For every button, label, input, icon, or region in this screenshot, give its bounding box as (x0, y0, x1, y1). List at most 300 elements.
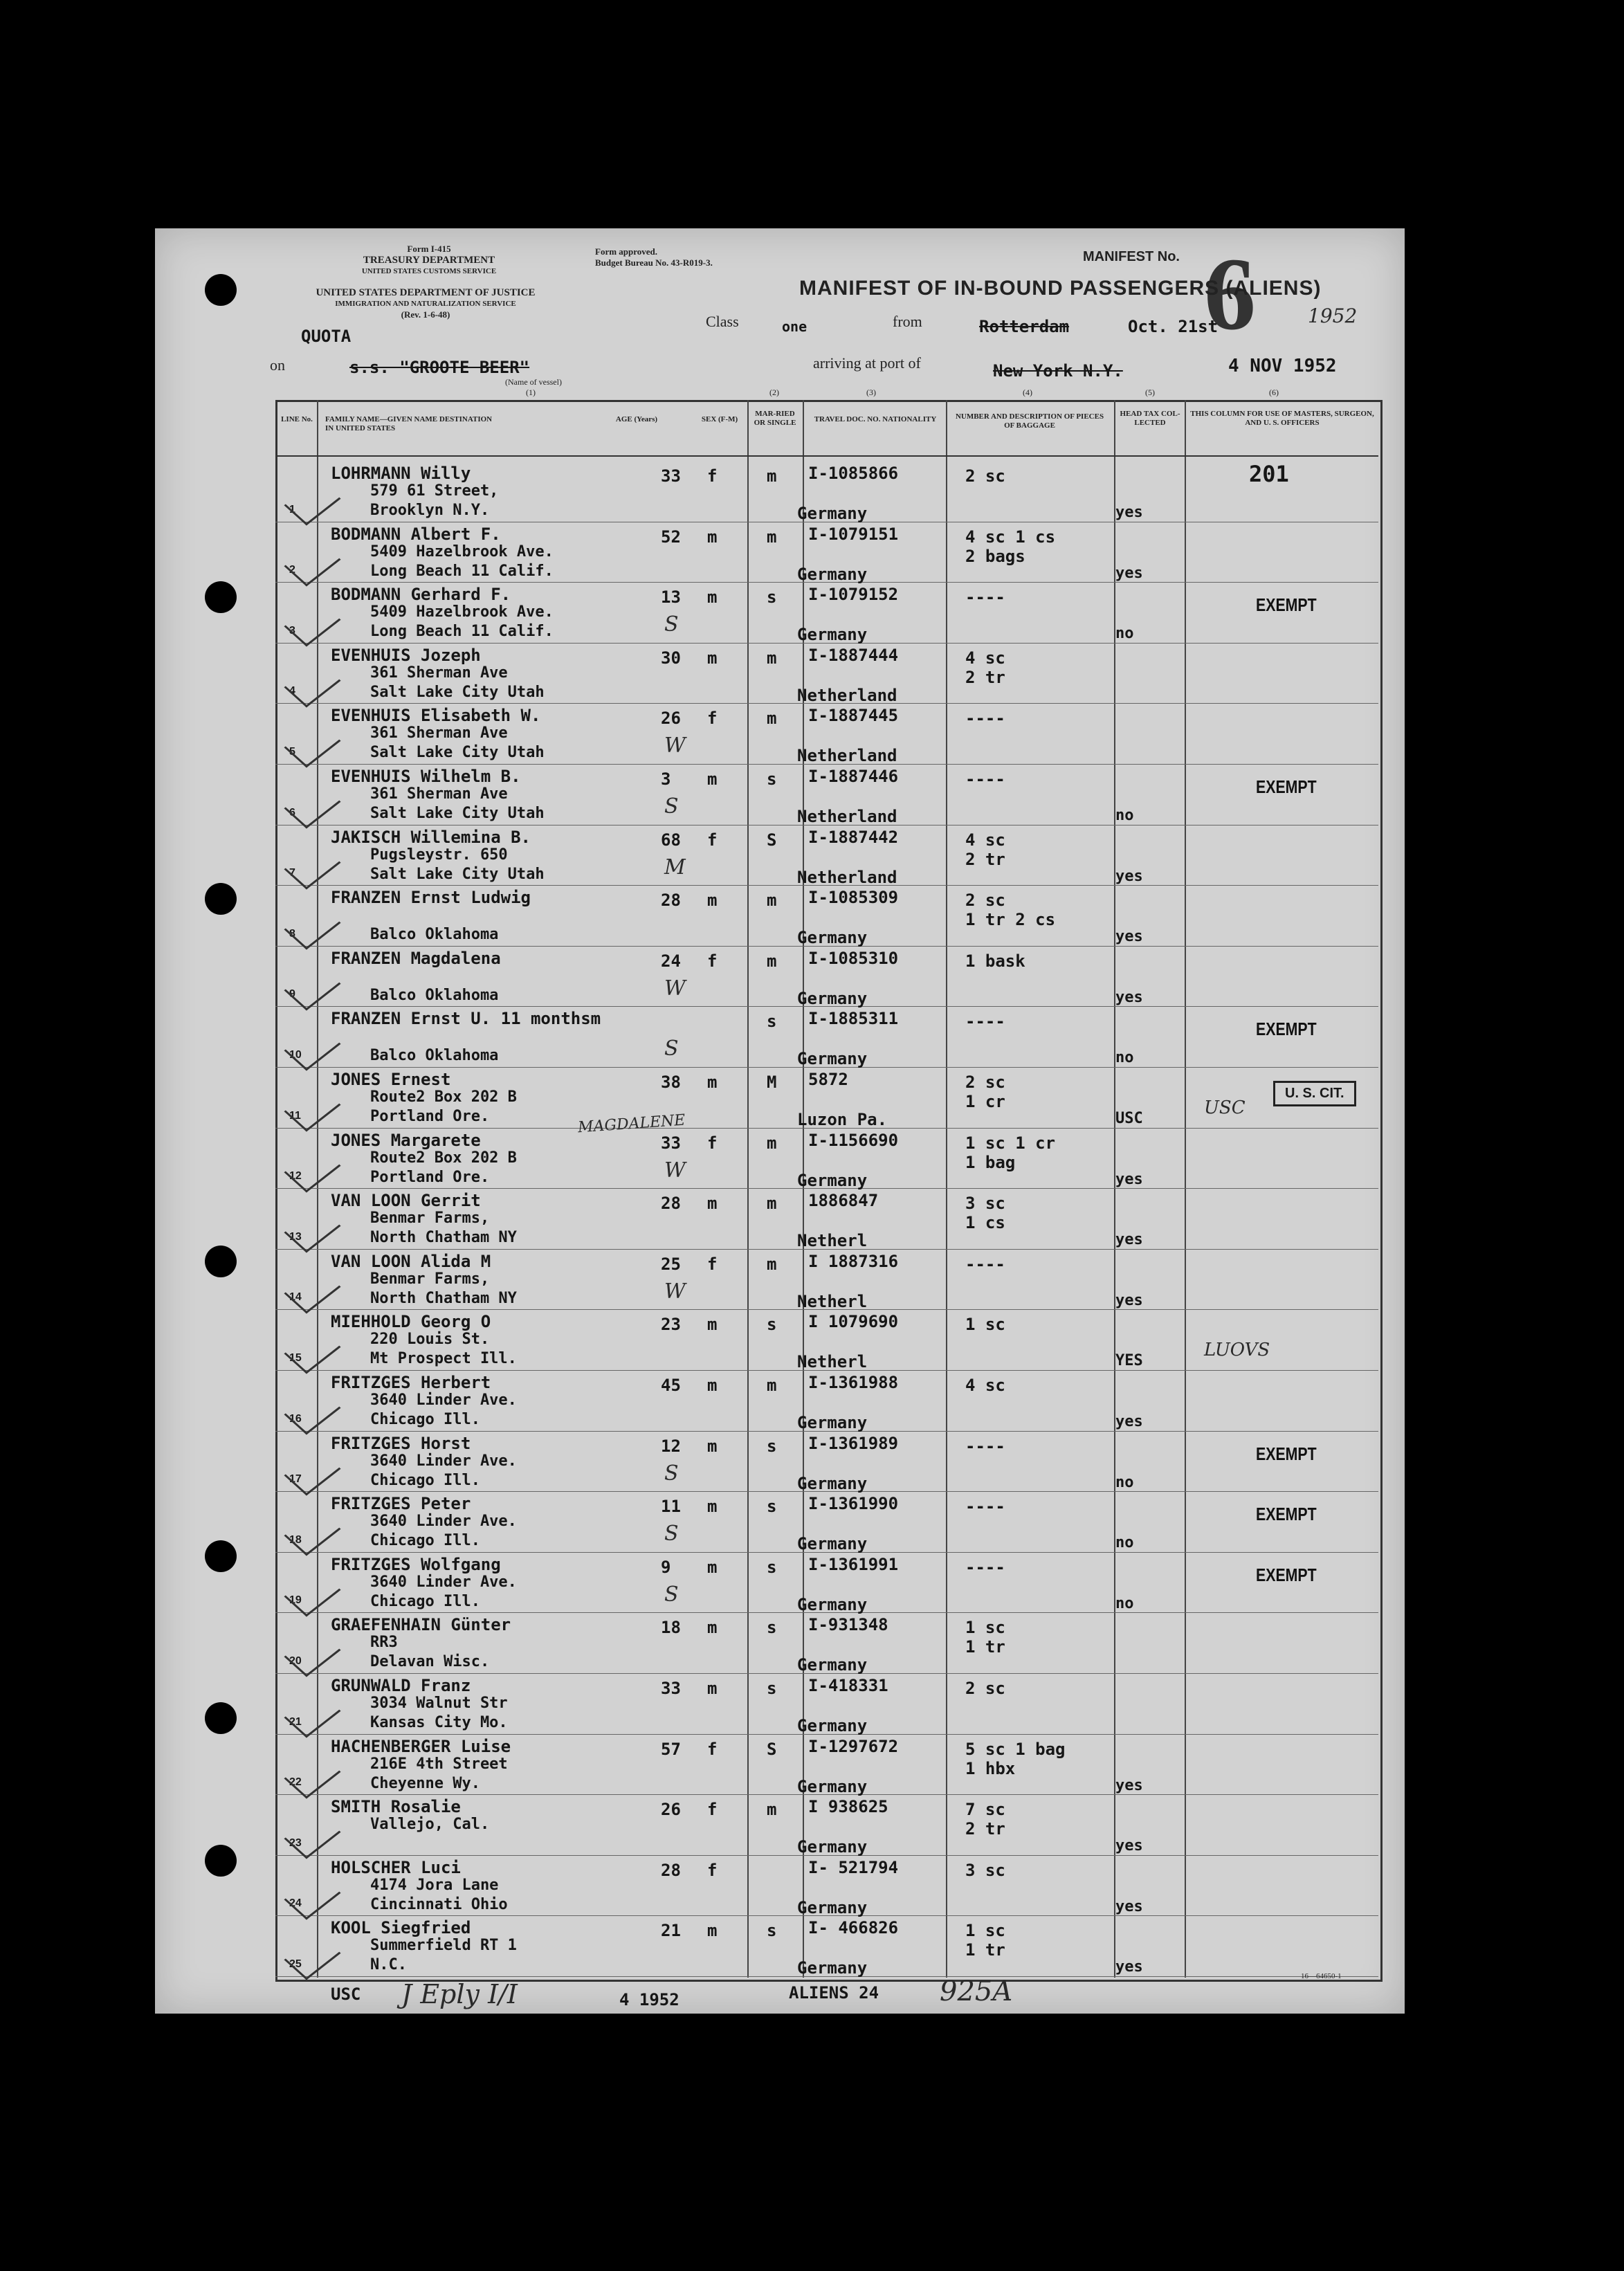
head-tax: yes (1115, 1897, 1143, 1915)
destination-line-2: North Chatham NY (370, 1229, 517, 1247)
line-number: 8 (289, 927, 295, 940)
travel-doc-number: 1886847 (808, 1191, 879, 1211)
travel-doc-number: I-1079151 (808, 524, 899, 544)
destination-line-2: Long Beach 11 Calif. (370, 562, 554, 580)
line-number: 20 (289, 1655, 302, 1667)
travel-doc-number: 5872 (808, 1070, 848, 1089)
travel-doc-number: I-1887446 (808, 767, 899, 786)
marital-status: m (767, 648, 777, 668)
marital-status: m (767, 891, 777, 911)
age: 45 (661, 1376, 681, 1395)
head-tax: no (1115, 1534, 1134, 1552)
sex: f (707, 830, 718, 850)
head-tax: yes (1115, 1958, 1143, 1976)
marital-status: M (767, 1073, 777, 1092)
destination-line-2: Balco Oklahoma (370, 986, 499, 1004)
passenger-name: JAKISCH Willemina B. (331, 827, 531, 847)
baggage: ---- (965, 1497, 1005, 1517)
handwritten-marital-mark: S (664, 1037, 679, 1061)
baggage: 4 sc 1 cs (965, 527, 1056, 547)
nationality: Germany (797, 1897, 868, 1917)
baggage: 1 sc 1 cr (965, 1133, 1056, 1153)
col-header-name: FAMILY NAME—GIVEN NAME DESTINATION IN UNITED STATES (325, 415, 493, 432)
marital-status: s (767, 1436, 777, 1456)
head-tax: yes (1115, 1170, 1143, 1188)
age: 28 (661, 891, 681, 911)
sex: m (707, 587, 718, 608)
baggage: 1 cs (965, 1213, 1005, 1233)
baggage: 1 tr (965, 1637, 1005, 1657)
line-number: 22 (289, 1776, 302, 1789)
baggage: 5 sc 1 bag (965, 1739, 1066, 1759)
destination-line-1: 3640 Linder Ave. (370, 1452, 517, 1470)
baggage: ---- (965, 587, 1005, 608)
passenger-name: BODMANN Albert F. (331, 524, 501, 544)
col-header-age: AGE (Years) (615, 415, 658, 423)
destination-line-2: Brooklyn N.Y. (370, 502, 490, 519)
destination-line-1: 4174 Jora Lane (370, 1876, 499, 1894)
destination-line-2: Balco Oklahoma (370, 926, 499, 944)
head-tax: yes (1115, 1776, 1143, 1794)
destination-line-1: Pugsleystr. 650 (370, 846, 508, 864)
passenger-name: GRAEFENHAIN Günter (331, 1615, 511, 1635)
destination-line-2: N.C. (370, 1956, 407, 1974)
passenger-name: BODMANN Gerhard F. (331, 585, 511, 605)
destination-line-2: Portland Ore. (370, 1108, 490, 1125)
travel-doc-number: I-1887442 (808, 827, 899, 847)
handwritten-marital-mark: S (664, 794, 679, 819)
head-tax: yes (1115, 1413, 1143, 1430)
handwritten-marital-mark: S (664, 1522, 679, 1547)
head-tax: yes (1115, 504, 1143, 521)
age: 57 (661, 1739, 681, 1759)
punch-hole (205, 1702, 237, 1734)
head-tax: yes (1115, 1231, 1143, 1249)
footer-usc: USC (331, 1985, 361, 2004)
travel-doc-number: I-1085866 (808, 464, 899, 483)
handwritten-marital-mark: W (664, 1279, 686, 1304)
passenger-name: FRANZEN Magdalena (331, 948, 501, 968)
age: 3 (661, 769, 671, 789)
officer-number: 201 (1249, 461, 1289, 487)
footer-form-code: 16—64650-1 (1301, 1972, 1342, 1980)
destination-line-2: Portland Ore. (370, 1168, 490, 1186)
destination-line-1: 579 61 Street, (370, 482, 499, 500)
age: 38 (661, 1073, 681, 1092)
nationality: Germany (797, 625, 868, 645)
passenger-name: FRITZGES Wolfgang (331, 1554, 501, 1574)
line-number: 15 (289, 1352, 302, 1364)
baggage: 1 tr 2 cs (965, 910, 1056, 930)
passenger-name: HACHENBERGER Luise (331, 1736, 511, 1756)
destination-line-2: Cincinnati Ohio (370, 1895, 508, 1913)
baggage: 4 sc (965, 648, 1005, 668)
baggage: ---- (965, 1436, 1005, 1456)
exempt-stamp: EXEMPT (1256, 776, 1317, 797)
head-tax: no (1115, 1473, 1134, 1491)
marital-status: m (767, 1254, 777, 1274)
line-number: 23 (289, 1836, 302, 1849)
destination-line-2: Salt Lake City Utah (370, 865, 545, 883)
age: 25 (661, 1254, 681, 1274)
nationality: Germany (797, 1534, 868, 1554)
passenger-name: EVENHUIS Elisabeth W. (331, 706, 541, 726)
destination-line-1: 3640 Linder Ave. (370, 1573, 517, 1591)
nationality: Germany (797, 988, 868, 1008)
punch-hole (205, 274, 237, 306)
passenger-name: LOHRMANN Willy (331, 464, 471, 483)
baggage: 2 sc (965, 891, 1005, 911)
marital-status: s (767, 769, 777, 789)
baggage: 3 sc (965, 1194, 1005, 1214)
age: 26 (661, 709, 681, 729)
nationality: Germany (797, 1170, 868, 1190)
line-number: 3 (289, 624, 295, 637)
baggage: 1 sc (965, 1921, 1005, 1941)
destination-line-1: Route2 Box 202 B (370, 1088, 517, 1106)
destination-line-1: 5409 Hazelbrook Ave. (370, 542, 554, 560)
baggage: 2 sc (965, 466, 1005, 486)
age: 18 (661, 1618, 681, 1638)
arrival-date-stamp: 4 NOV 1952 (1228, 356, 1337, 376)
travel-doc-number: I-418331 (808, 1676, 888, 1695)
travel-doc-number: I 938625 (808, 1797, 888, 1817)
nationality: Germany (797, 1716, 868, 1735)
destination-line-1: 361 Sherman Ave (370, 724, 508, 742)
passenger-name: FRANZEN Ernst U. 11 monthsm (331, 1009, 601, 1029)
class-value: one (782, 318, 808, 335)
marital-status: s (767, 1618, 777, 1638)
head-tax: yes (1115, 988, 1143, 1006)
destination-line-2: Long Beach 11 Calif. (370, 623, 554, 641)
destination-line-1: Route2 Box 202 B (370, 1149, 517, 1167)
col-header-officers: THIS COLUMN FOR USE OF MASTERS, SURGEON, AND U. S. OFFICERS (1190, 410, 1374, 427)
line-number: 12 (289, 1170, 302, 1183)
passenger-name: KOOL Siegfried (331, 1918, 471, 1938)
marital-status: s (767, 1497, 777, 1517)
travel-doc-number: I- 521794 (808, 1857, 899, 1877)
baggage: 7 sc (965, 1800, 1005, 1820)
col-number: (2) (769, 387, 779, 397)
line-number: 25 (289, 1958, 302, 1970)
quota-label: QUOTA (301, 327, 352, 346)
age: 9 (661, 1557, 671, 1577)
destination-line-1: 3640 Linder Ave. (370, 1392, 517, 1409)
baggage: 2 tr (965, 667, 1005, 687)
col-header-line: LINE No. (281, 415, 313, 423)
baggage: 1 hbx (965, 1758, 1016, 1778)
officer-note: USC (1204, 1097, 1246, 1118)
marital-status: m (767, 709, 777, 729)
line-number: 11 (289, 1109, 301, 1122)
nationality: Netherland (797, 807, 897, 826)
head-tax: yes (1115, 1291, 1143, 1309)
manifest-label: MANIFEST No. (1083, 249, 1180, 264)
marital-status: s (767, 1679, 777, 1698)
passenger-name: EVENHUIS Jozeph (331, 645, 481, 665)
travel-doc-number: I-1156690 (808, 1130, 899, 1150)
nationality: Netherl (797, 1231, 868, 1251)
nationality: Germany (797, 1837, 868, 1857)
line-number: 18 (289, 1533, 302, 1546)
col-header-sex: SEX (F-M) (701, 415, 738, 423)
marital-status: m (767, 527, 777, 547)
age: 24 (661, 951, 681, 971)
age: 28 (661, 1860, 681, 1880)
sex: m (707, 648, 718, 668)
marital-status: m (767, 1800, 777, 1820)
marital-status: m (767, 1376, 777, 1395)
col-number: (4) (1023, 387, 1032, 397)
baggage: ---- (965, 1012, 1005, 1032)
year-value: 1952 (1308, 304, 1358, 327)
nationality: Luzon Pa. (797, 1110, 888, 1129)
exempt-stamp: EXEMPT (1256, 1504, 1317, 1525)
destination-line-2: Mt Prospect Ill. (370, 1350, 517, 1368)
baggage: ---- (965, 1254, 1005, 1274)
baggage: 1 bag (965, 1152, 1016, 1172)
manifest-number: 6 (1204, 237, 1256, 352)
sex: f (707, 1133, 718, 1153)
baggage: 1 tr (965, 1940, 1005, 1960)
line-number: 16 (289, 1412, 302, 1425)
age: 23 (661, 1315, 681, 1335)
head-tax: no (1115, 1049, 1134, 1067)
doj-info: UNITED STATES DEPARTMENT OF JUSTICE IMMIGRATION AND NATURALIZATION SERVICE (Rev. 1-6-48) (316, 287, 536, 320)
col-number: (6) (1269, 387, 1279, 397)
handwritten-marital-mark: S (664, 1461, 679, 1486)
sex: m (707, 1679, 718, 1698)
baggage: 2 tr (965, 849, 1005, 869)
destination-line-1: RR3 (370, 1634, 398, 1652)
line-number: 7 (289, 867, 295, 879)
travel-doc-number: I-1887445 (808, 706, 899, 726)
baggage: 2 tr (965, 1819, 1005, 1839)
nationality: Germany (797, 1049, 868, 1069)
destination-line-1: Summerfield RT 1 (370, 1937, 517, 1955)
nationality: Germany (797, 928, 868, 948)
passenger-name: VAN LOON Alida M (331, 1251, 491, 1271)
nationality: Germany (797, 564, 868, 584)
col-header-travel: TRAVEL DOC. NO. NATIONALITY (814, 415, 937, 423)
baggage: 1 bask (965, 951, 1025, 971)
destination-line-1: 216E 4th Street (370, 1755, 508, 1773)
sex: f (707, 951, 718, 971)
line-number: 13 (289, 1230, 302, 1243)
sex: m (707, 1194, 718, 1214)
baggage: 1 cr (965, 1092, 1005, 1111)
exempt-stamp: EXEMPT (1256, 1564, 1317, 1585)
head-tax: no (1115, 625, 1134, 643)
baggage: 2 bags (965, 546, 1025, 566)
from-value: Rotterdam (979, 317, 1070, 336)
sex: m (707, 1376, 718, 1395)
marital-status: s (767, 1315, 777, 1335)
line-number: 5 (289, 746, 295, 758)
us-citizen-stamp: U. S. CIT. (1273, 1081, 1356, 1106)
arriving-label: arriving at port of (813, 354, 921, 372)
marital-status: m (767, 951, 777, 971)
on-label: on (270, 356, 285, 374)
nationality: Netherland (797, 746, 897, 766)
handwritten-marital-mark: S (664, 1582, 679, 1607)
handwritten-marital-mark: W (664, 976, 686, 1001)
exempt-stamp: EXEMPT (1256, 1019, 1317, 1040)
travel-doc-number: I-1085310 (808, 948, 899, 968)
destination-line-2: Cheyenne Wy. (370, 1774, 480, 1792)
age: 33 (661, 1679, 681, 1698)
handwritten-marital-mark: S (664, 612, 679, 637)
marital-status: S (767, 1739, 777, 1759)
age: 33 (661, 466, 681, 486)
sex: m (707, 769, 718, 789)
baggage: 4 sc (965, 830, 1005, 850)
age: 28 (661, 1194, 681, 1214)
age: 11 (661, 1497, 681, 1517)
footer-date: 4 1952 (619, 1990, 679, 2009)
line-number: 14 (289, 1291, 302, 1304)
col-header-baggage: NUMBER AND DESCRIPTION OF PIECES OF BAGGAGE (955, 412, 1104, 430)
travel-doc-number: I-1361991 (808, 1554, 899, 1574)
line-number: 24 (289, 1897, 302, 1910)
line-number: 2 (289, 564, 295, 576)
nationality: Netherl (797, 1352, 868, 1372)
punch-hole (205, 581, 237, 613)
travel-doc-number: I-1079152 (808, 585, 899, 605)
destination-line-2: Chicago Ill. (370, 1592, 480, 1610)
nationality: Netherland (797, 685, 897, 705)
head-tax: YES (1115, 1352, 1143, 1370)
sex: m (707, 891, 718, 911)
passenger-name: MIEHHOLD Georg O (331, 1312, 491, 1332)
exempt-stamp: EXEMPT (1256, 1443, 1317, 1464)
travel-doc-number: I-1361988 (808, 1373, 899, 1392)
passenger-name: FRITZGES Herbert (331, 1373, 491, 1392)
passenger-name: JONES Ernest (331, 1070, 451, 1089)
passenger-name: GRUNWALD Franz (331, 1676, 471, 1695)
destination-line-2: Salt Lake City Utah (370, 683, 545, 701)
travel-doc-number: I-1361989 (808, 1433, 899, 1453)
sex: m (707, 1315, 718, 1335)
sex: f (707, 709, 718, 729)
destination-line-1: 3034 Walnut Str (370, 1695, 508, 1712)
footer-signature: J Eply I/I (401, 1979, 518, 2009)
travel-doc-number: I-1085309 (808, 888, 899, 908)
sex: f (707, 1800, 718, 1820)
marital-status: s (767, 1557, 777, 1577)
marital-status: m (767, 1194, 777, 1214)
destination-line-2: Delavan Wisc. (370, 1653, 490, 1671)
head-tax: yes (1115, 1837, 1143, 1855)
destination-line-2: Chicago Ill. (370, 1471, 480, 1489)
sex: m (707, 1557, 718, 1577)
sex: m (707, 1497, 718, 1517)
vessel-caption: (Name of vessel) (505, 377, 562, 387)
head-tax: no (1115, 1594, 1134, 1612)
punch-hole (205, 1246, 237, 1277)
age: 68 (661, 830, 681, 850)
col-number: (5) (1145, 387, 1155, 397)
marital-status: S (767, 830, 777, 850)
passenger-name: FRITZGES Horst (331, 1433, 471, 1453)
line-number: 1 (289, 503, 295, 516)
page-title: MANIFEST OF IN-BOUND PASSENGERS (ALIENS) (799, 277, 1322, 300)
col-header-head-tax: HEAD TAX COL-LECTED (1120, 410, 1180, 427)
baggage: ---- (965, 709, 1005, 729)
passenger-name: SMITH Rosalie (331, 1797, 461, 1817)
class-label: Class (706, 313, 739, 330)
marital-status: m (767, 466, 777, 486)
destination-line-1: Benmar Farms, (370, 1210, 490, 1228)
baggage: 2 sc (965, 1679, 1005, 1698)
handwritten-marital-mark: W (664, 733, 686, 758)
baggage: 1 sc (965, 1618, 1005, 1638)
destination-line-1: 5409 Hazelbrook Ave. (370, 603, 554, 621)
destination-line-1: 3640 Linder Ave. (370, 1513, 517, 1531)
baggage: ---- (965, 1557, 1005, 1577)
handwritten-name-correction: MAGDALENE (577, 1111, 686, 1137)
from-label: from (893, 313, 922, 330)
destination-line-1: 361 Sherman Ave (370, 664, 508, 682)
line-number: 4 (289, 685, 295, 697)
marital-status: m (767, 1133, 777, 1153)
nationality: Netherl (797, 1291, 868, 1311)
sex: f (707, 1254, 718, 1274)
travel-doc-number: I-1361990 (808, 1494, 899, 1514)
passenger-name: JONES Margarete (331, 1130, 481, 1150)
sex: f (707, 1739, 718, 1759)
date-value: Oct. 21st (1128, 317, 1219, 336)
footer-aliens-count: ALIENS 24 (789, 1983, 879, 2003)
nationality: Germany (797, 1413, 868, 1432)
baggage: 3 sc (965, 1860, 1005, 1880)
line-number: 6 (289, 806, 295, 819)
nationality: Germany (797, 1655, 868, 1675)
passenger-name: VAN LOON Gerrit (331, 1191, 481, 1211)
age: 21 (661, 1921, 681, 1941)
travel-doc-number: I-1887444 (808, 645, 899, 665)
travel-doc-number: I-1885311 (808, 1009, 899, 1029)
line-number: 19 (289, 1594, 302, 1607)
nationality: Germany (797, 504, 868, 523)
baggage: 4 sc (965, 1376, 1005, 1395)
line-number: 10 (289, 1049, 302, 1061)
footer-note: 925A (940, 1976, 1013, 2007)
marital-status: s (767, 1012, 777, 1032)
sex: m (707, 1436, 718, 1456)
passenger-name: EVENHUIS Wilhelm B. (331, 767, 521, 786)
age: 52 (661, 527, 681, 547)
baggage: 2 sc (965, 1073, 1005, 1092)
vessel-name: s.s. "GROOTE BEER" (349, 358, 530, 377)
sex: m (707, 527, 718, 547)
passenger-name: FRANZEN Ernst Ludwig (331, 888, 531, 908)
age: 13 (661, 587, 681, 608)
travel-doc-number: I-1297672 (808, 1736, 899, 1756)
punch-hole (205, 883, 237, 915)
port-value: New York N.Y. (993, 361, 1123, 381)
travel-doc-number: I 1079690 (808, 1312, 899, 1332)
age: 33 (661, 1133, 681, 1153)
col-number: (1) (526, 387, 536, 397)
destination-line-2: North Chatham NY (370, 1289, 517, 1307)
destination-line-2: Kansas City Mo. (370, 1714, 508, 1731)
sex: m (707, 1073, 718, 1092)
sex: m (707, 1921, 718, 1941)
head-tax: yes (1115, 867, 1143, 885)
sex: f (707, 466, 718, 486)
exempt-stamp: EXEMPT (1256, 594, 1317, 616)
